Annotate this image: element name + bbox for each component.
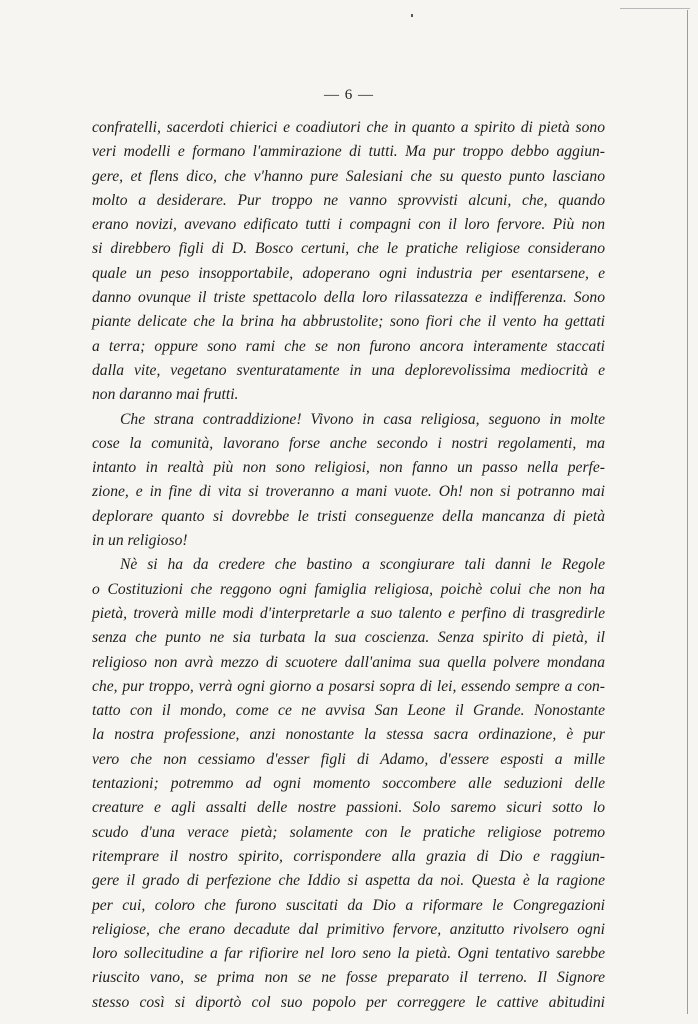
text-line: scudo d'una verace pietà; solamente con le pratiche religiose potremo [92,823,605,841]
text-line: pietà, troverà mille modi d'interpretarle a suo talento e perfino di trasgredirle [92,604,605,622]
text-line: tatto con il mondo, come ce ne avvisa San Leone il Grande. Nonostante [92,702,605,720]
text-line: Che strana contraddizione! Vivono in casa religiosa, seguono in molte [120,410,605,428]
body-text [92,116,605,1015]
text-line: si direbbero figli di D. Bosco certuni, che le pratiche religiose considerano [92,240,605,258]
paper-speck [411,14,413,17]
text-line: che, pur troppo, verrà ogni giorno a posarsi sopra di lei, essendo sempre a con- [92,677,605,695]
text-line: religiose, che erano decadute dal primitivo fervore, anzitutto rivolsero ogni [92,920,605,938]
text-line: non daranno mai frutti. [92,386,239,404]
text-line: loro sollecitudine a far rifiorire nel loro seno la pietà. Ogni tentativo sarebbe [92,945,605,963]
text-line: la nostra professione, anzi nonostante la stessa sacra ordinazione, è pur [92,726,605,744]
text-line: creature e agli assalti delle nostre passioni. Solo saremo sicuri sotto lo [92,799,605,817]
text-line: o Costituzioni che reggono ogni famiglia religiosa, poichè colui che non ha [92,580,605,598]
text-line: intanto in realtà più non sono religiosi, non fanno un passo nella perfe- [92,459,605,477]
text-line: gere, et flens dico, che v'hanno pure Salesiani che su questo punto lasciano [92,167,605,185]
text-line: zione, e in fine di vita si troveranno a mani vuote. Oh! non si potranno mai [92,483,605,501]
text-line: per cui, coloro che furono suscitati da Dio a riformare le Congregazioni [92,896,605,914]
text-line: riuscito vano, se prima non se ne fosse preparato il terreno. Il Signore [92,969,605,987]
text-line: veri modelli e formano l'ammirazione di tutti. Ma pur troppo debbo aggiun- [92,143,605,161]
text-line: in un religioso! [92,532,188,550]
text-line: danno ovunque il triste spettacolo della loro rilassatezza e indifferenza. Sono [92,289,605,307]
text-line: vero che non cessiamo d'esser figli di Adamo, d'essere esposti a mille [92,750,605,768]
text-line: gere il grado di perfezione che Iddio si aspetta da noi. Questa è la ragione [92,872,605,890]
text-line: dalla vite, vegetano sventuratamente in una deplorevolissima mediocrità e [92,361,605,379]
text-line: molto a desiderare. Pur troppo ne vanno sprovvisti alcuni, che, quando [92,191,605,209]
text-line: tentazioni; potremmo ad ogni momento soccombere alle seduzioni delle [92,775,605,793]
text-line: stesso così si diportò col suo popolo per correggere le cattive abitudini [92,993,605,1011]
text-line: piante delicate che la brina ha abbrustolite; sono fiori che il vento ha gettati [92,313,605,331]
text-line: ritemprare il nostro spirito, corrispondere alla grazia di Dio e raggiun- [92,847,605,865]
text-line: religioso non avrà mezzo di scuotere dall'anima sua quella polvere mondana [92,653,605,671]
text-line: quale un peso insopportabile, adoperano ogni industria per esentarsene, e [92,264,605,282]
text-line: confratelli, sacerdoti chierici e coadiutori che in quanto a spirito di pietà sono [92,119,605,136]
page-number: — 6 — [324,87,374,103]
text-line: cose la comunità, lavorano forse anche secondo i nostri regolamenti, ma [92,434,605,452]
text-line: senza che punto ne sia turbata la sua coscienza. Senza spirito di pietà, il [92,629,605,647]
text-line: deplorare quanto si dovrebbe le tristi conseguenze della mancanza di pietà [92,507,605,525]
page-top-edge [620,8,690,9]
page-right-edge [687,10,692,1014]
text-line: erano novizi, avevano edificato tutti i compagni con il loro fervore. Più non [92,216,605,234]
text-line: Nè si ha da credere che bastino a scongiurare tali danni le Regole [120,556,605,574]
text-line: a terra; oppure sono rami che se non furono ancora interamente staccati [92,337,605,355]
